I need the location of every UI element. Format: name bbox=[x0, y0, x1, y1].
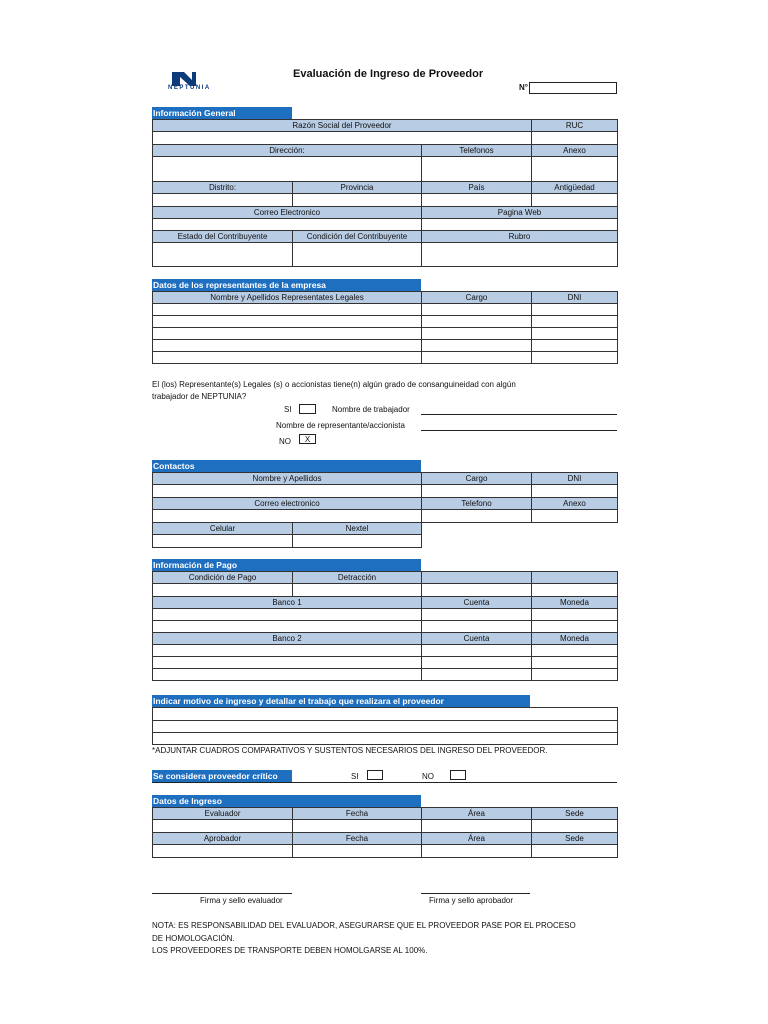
section-datos-ingreso: Datos de Ingreso bbox=[152, 795, 421, 807]
ingreso-table bbox=[152, 807, 618, 858]
antiguedad-field[interactable] bbox=[532, 194, 618, 207]
pagina-web-header: Pagina Web bbox=[422, 207, 618, 219]
rep-dni-header: DNI bbox=[532, 292, 618, 304]
razon-social-header: Razón Social del Proveedor bbox=[153, 120, 532, 132]
nota-line-2: DE HOMOLOGACIÓN. bbox=[152, 934, 235, 943]
table-row-cell[interactable] bbox=[153, 669, 422, 681]
table-row-cell[interactable] bbox=[422, 657, 532, 669]
nombre-representante-label: Nombre de representante/accionista bbox=[276, 421, 405, 430]
table-row-cell[interactable] bbox=[422, 669, 532, 681]
celular-field[interactable] bbox=[153, 535, 293, 548]
nextel-header: Nextel bbox=[293, 523, 422, 535]
table-row-cell[interactable] bbox=[532, 645, 618, 657]
table-row-cell[interactable] bbox=[532, 669, 618, 681]
condicion-header: Condición del Contribuyente bbox=[293, 231, 422, 243]
rep-cargo-header: Cargo bbox=[422, 292, 532, 304]
contacto-correo-field[interactable] bbox=[153, 510, 422, 523]
direccion-field[interactable] bbox=[153, 157, 422, 182]
rep-nombre-header: Nombre y Apellidos Representates Legales bbox=[153, 292, 422, 304]
distrito-field[interactable] bbox=[153, 194, 293, 207]
page-title: Evaluación de Ingreso de Proveedor bbox=[293, 68, 484, 80]
table-row-cell[interactable] bbox=[153, 645, 422, 657]
condicion-pago-header: Condición de Pago bbox=[153, 572, 293, 584]
table-row-cell[interactable] bbox=[532, 609, 618, 621]
pago-empty-field[interactable] bbox=[422, 584, 532, 597]
table-row-cell[interactable] bbox=[532, 621, 618, 633]
detraccion-field[interactable] bbox=[293, 584, 422, 597]
firma-aprobador-line[interactable] bbox=[421, 893, 530, 894]
table-row-cell[interactable] bbox=[532, 340, 618, 352]
condicion-field[interactable] bbox=[293, 243, 422, 267]
section-informacion-pago: Información de Pago bbox=[152, 559, 421, 571]
representantes-table bbox=[152, 291, 618, 364]
banco2-moneda-header: Moneda bbox=[532, 633, 618, 645]
banco1-header: Banco 1 bbox=[153, 597, 422, 609]
direccion-header: Dirección: bbox=[153, 145, 422, 157]
evaluador-fecha-header: Fecha bbox=[293, 808, 422, 820]
firma-aprobador-label: Firma y sello aprobador bbox=[429, 896, 514, 905]
general-table bbox=[152, 119, 618, 267]
motivo-line[interactable] bbox=[153, 708, 618, 721]
motivo-line[interactable] bbox=[153, 721, 618, 733]
motivo-table bbox=[152, 707, 618, 745]
logo-text: NEPTUNIA bbox=[168, 85, 211, 91]
table-row-cell[interactable] bbox=[422, 316, 532, 328]
nombre-representante-field[interactable] bbox=[421, 430, 617, 431]
table-row-cell[interactable] bbox=[153, 304, 422, 316]
aprobador-area-field[interactable] bbox=[422, 845, 532, 858]
aprobador-header: Aprobador bbox=[153, 833, 293, 845]
contacto-nombre-header: Nombre y Apellidos bbox=[153, 473, 422, 485]
critico-divider bbox=[152, 782, 617, 783]
contacto-cargo-header: Cargo bbox=[422, 473, 532, 485]
banco2-header: Banco 2 bbox=[153, 633, 422, 645]
condicion-pago-field[interactable] bbox=[153, 584, 293, 597]
critico-si-label: SI bbox=[351, 772, 359, 781]
nota-line-1: NOTA: ES RESPONSABILIDAD DEL EVALUADOR, ASEGURARSE QUE EL PROVEEDOR PASE POR EL PROCESO bbox=[152, 921, 576, 930]
telefonos-field[interactable] bbox=[422, 157, 532, 182]
table-row-cell[interactable] bbox=[422, 621, 532, 633]
banco1-cuenta-header: Cuenta bbox=[422, 597, 532, 609]
evaluador-field[interactable] bbox=[153, 820, 293, 833]
evaluador-area-field[interactable] bbox=[422, 820, 532, 833]
number-field[interactable] bbox=[529, 82, 617, 94]
section-representantes: Datos de los representantes de la empresa bbox=[152, 279, 421, 291]
aprobador-fecha-header: Fecha bbox=[293, 833, 422, 845]
consanguinidad-si-checkbox[interactable] bbox=[299, 404, 316, 414]
contacto-nombre-field[interactable] bbox=[153, 485, 422, 498]
antiguedad-header: Antigüedad bbox=[532, 182, 618, 194]
table-row-cell[interactable] bbox=[422, 340, 532, 352]
pago-empty-field[interactable] bbox=[532, 584, 618, 597]
consanguinidad-no-label: NO bbox=[279, 437, 291, 446]
contactos-table bbox=[152, 472, 618, 523]
table-row-cell[interactable] bbox=[422, 328, 532, 340]
distrito-header: Distrito: bbox=[153, 182, 293, 194]
aprobador-field[interactable] bbox=[153, 845, 293, 858]
contacto-anexo-field[interactable] bbox=[532, 510, 618, 523]
estado-header: Estado del Contribuyente bbox=[153, 231, 293, 243]
table-row-cell[interactable] bbox=[422, 352, 532, 364]
neptunia-logo-icon bbox=[170, 72, 210, 86]
aprobador-sede-header: Sede bbox=[532, 833, 618, 845]
contacto-dni-field[interactable] bbox=[532, 485, 618, 498]
critico-no-label: NO bbox=[422, 772, 434, 781]
table-row-cell[interactable] bbox=[153, 316, 422, 328]
ruc-header: RUC bbox=[532, 120, 618, 132]
anexo-header: Anexo bbox=[532, 145, 618, 157]
detraccion-header: Detracción bbox=[293, 572, 422, 584]
consanguinidad-question-2: trabajador de NEPTUNIA? bbox=[152, 392, 247, 401]
consanguinidad-no-checkbox[interactable]: X bbox=[299, 434, 316, 444]
evaluador-sede-header: Sede bbox=[532, 808, 618, 820]
contacto-telefono-field[interactable] bbox=[422, 510, 532, 523]
table-row-cell[interactable] bbox=[153, 609, 422, 621]
contacto-anexo-header: Anexo bbox=[532, 498, 618, 510]
banco2-cuenta-header: Cuenta bbox=[422, 633, 532, 645]
contacto-dni-header: DNI bbox=[532, 473, 618, 485]
evaluador-fecha-field[interactable] bbox=[293, 820, 422, 833]
celular-header: Celular bbox=[153, 523, 293, 535]
razon-social-field[interactable] bbox=[153, 132, 532, 145]
evaluador-area-header: Área bbox=[422, 808, 532, 820]
provincia-field[interactable] bbox=[293, 194, 422, 207]
table-row-cell[interactable] bbox=[532, 328, 618, 340]
correo-header: Correo Electronico bbox=[153, 207, 422, 219]
pago-empty-header bbox=[422, 572, 532, 584]
neptunia-logo bbox=[168, 72, 211, 94]
consanguinidad-si-label: SI bbox=[284, 405, 292, 414]
adjuntar-note: *ADJUNTAR CUADROS COMPARATIVOS Y SUSTENTOS NECESARIOS DEL INGRESO DEL PROVEEDOR. bbox=[152, 746, 548, 755]
motivo-line[interactable] bbox=[153, 733, 618, 745]
table-row-cell[interactable] bbox=[153, 657, 422, 669]
estado-field[interactable] bbox=[153, 243, 293, 267]
contacto-telefono-header: Telefono bbox=[422, 498, 532, 510]
correo-field[interactable] bbox=[153, 219, 422, 231]
pais-field[interactable] bbox=[422, 194, 532, 207]
section-informacion-general: Información General bbox=[152, 107, 292, 119]
firma-evaluador-line[interactable] bbox=[152, 893, 292, 894]
pago-table bbox=[152, 571, 618, 681]
number-label: N° bbox=[519, 83, 528, 92]
table-row-cell[interactable] bbox=[532, 352, 618, 364]
ruc-field[interactable] bbox=[532, 132, 618, 145]
critico-no-checkbox[interactable] bbox=[450, 770, 466, 780]
table-row-cell[interactable] bbox=[153, 340, 422, 352]
pagina-web-field[interactable] bbox=[422, 219, 618, 231]
critico-si-checkbox[interactable] bbox=[367, 770, 383, 780]
table-row-cell[interactable] bbox=[153, 352, 422, 364]
table-row-cell[interactable] bbox=[422, 304, 532, 316]
table-row-cell[interactable] bbox=[532, 657, 618, 669]
table-row-cell[interactable] bbox=[532, 304, 618, 316]
nextel-field[interactable] bbox=[293, 535, 422, 548]
telefonos-header: Telefonos bbox=[422, 145, 532, 157]
anexo-field[interactable] bbox=[532, 157, 618, 182]
aprobador-fecha-field[interactable] bbox=[293, 845, 422, 858]
table-row-cell[interactable] bbox=[153, 328, 422, 340]
table-row-cell[interactable] bbox=[422, 645, 532, 657]
consanguinidad-question-1: El (los) Representante(s) Legales (s) o accionistas tiene(n) algún grado de consanguineidad con algún bbox=[152, 380, 516, 389]
aprobador-area-header: Área bbox=[422, 833, 532, 845]
section-motivo-ingreso: Indicar motivo de ingreso y detallar el trabajo que realizara el proveedor bbox=[152, 695, 530, 707]
pago-empty-header bbox=[532, 572, 618, 584]
contactos-celular-table bbox=[152, 522, 422, 548]
banco1-moneda-header: Moneda bbox=[532, 597, 618, 609]
section-proveedor-critico: Se considera proveedor crítico bbox=[152, 770, 292, 782]
contacto-correo-header: Correo electronico bbox=[153, 498, 422, 510]
aprobador-sede-field[interactable] bbox=[532, 845, 618, 858]
pais-header: País bbox=[422, 182, 532, 194]
nombre-trabajador-field[interactable] bbox=[421, 414, 617, 415]
nombre-trabajador-label: Nombre de trabajador bbox=[332, 405, 410, 414]
provincia-header: Provincia bbox=[293, 182, 422, 194]
nota-line-3: LOS PROVEEDORES DE TRANSPORTE DEBEN HOMOLGARSE AL 100%. bbox=[152, 946, 428, 955]
rubro-header: Rubro bbox=[422, 231, 618, 243]
contacto-cargo-field[interactable] bbox=[422, 485, 532, 498]
rubro-field[interactable] bbox=[422, 243, 618, 267]
table-row-cell[interactable] bbox=[422, 609, 532, 621]
table-row-cell[interactable] bbox=[153, 621, 422, 633]
table-row-cell[interactable] bbox=[532, 316, 618, 328]
section-contactos: Contactos bbox=[152, 460, 421, 472]
firma-evaluador-label: Firma y sello evaluador bbox=[200, 896, 283, 905]
evaluador-sede-field[interactable] bbox=[532, 820, 618, 833]
evaluador-header: Evaluador bbox=[153, 808, 293, 820]
